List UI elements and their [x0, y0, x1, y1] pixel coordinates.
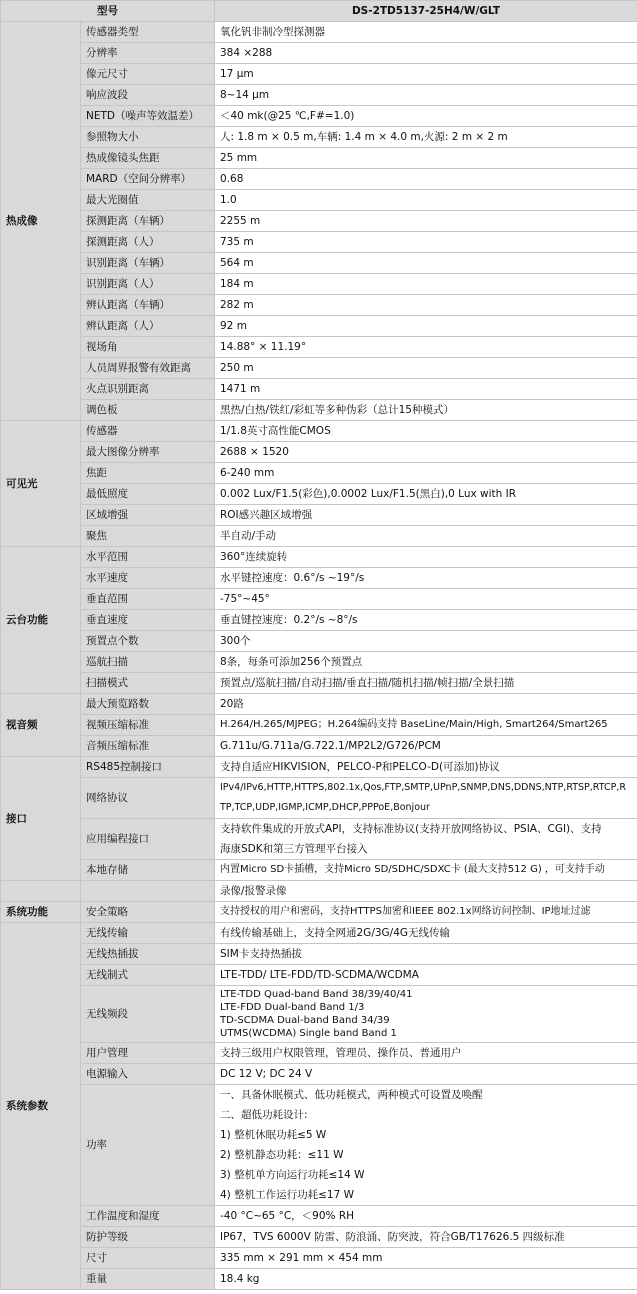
value-line: IPv4/IPv6,HTTP,HTTPS,802.1x,Qos,FTP,SMTP,UPnP,SNMP,DNS,DDNS,NTP,RTSP,RTCP,R: [220, 782, 626, 793]
row-value: ＜40 mk(@25 ℃,F#=1.0): [215, 106, 637, 127]
row-label: 无线热插拔: [81, 944, 215, 965]
table-row: [1, 694, 637, 715]
row-value: 282 m: [215, 295, 637, 316]
table-row: [1, 610, 637, 631]
table-row: [1, 631, 637, 652]
table-row: [1, 400, 637, 421]
table-row: [1, 757, 637, 778]
table-row: [1, 442, 637, 463]
category-system-function: 系统功能: [1, 902, 81, 923]
row-label: 调色板: [81, 400, 215, 421]
category-system-params: 系统参数: [1, 923, 81, 1290]
row-label: 垂直速度: [81, 610, 215, 631]
row-label: RS485控制接口: [81, 757, 215, 778]
table-row: [1, 1227, 637, 1248]
header-model: DS-2TD5137-25H4/W/GLT: [215, 1, 637, 22]
category-visible: 可见光: [1, 421, 81, 547]
row-label: 识别距离（人）: [81, 274, 215, 295]
value-line: LTE-TDD Quad-band Band 38/39/40/41: [220, 989, 413, 1000]
row-label: 人员周界报警有效距离: [81, 358, 215, 379]
row-value: 内置Micro SD卡插槽，支持Micro SD/SDHC/SDXC卡 (最大支持512 G) ，可支持手动: [215, 860, 637, 881]
row-value: 17 μm: [215, 64, 637, 85]
row-label: 辨认距离（车辆）: [81, 295, 215, 316]
row-label: 电源输入: [81, 1064, 215, 1085]
row-value: 录像/报警录像: [215, 881, 637, 902]
row-label: [81, 881, 215, 902]
row-value: DC 12 V; DC 24 V: [215, 1064, 637, 1085]
row-label: 网络协议: [81, 778, 215, 819]
row-label: 区域增强: [81, 505, 215, 526]
table-row: [1, 232, 637, 253]
table-row: [1, 190, 637, 211]
table-row: [1, 944, 637, 965]
row-label: 最大光圈值: [81, 190, 215, 211]
row-label: 垂直范围: [81, 589, 215, 610]
value-line: 2) 整机静态功耗：≤11 W: [220, 1149, 344, 1161]
table-row: [1, 547, 637, 568]
row-value: 0.002 Lux/F1.5(彩色),0.0002 Lux/F1.5(黑白),0 Lux with IR: [215, 484, 637, 505]
row-value: G.711u/G.711a/G.722.1/MP2L2/G726/PCM: [215, 736, 637, 757]
row-label: 参照物大小: [81, 127, 215, 148]
row-value: -75°~45°: [215, 589, 637, 610]
row-value: ROI感兴趣区域增强: [215, 505, 637, 526]
row-value: [215, 986, 637, 1043]
table-row: [1, 1085, 637, 1206]
table-row: [1, 652, 637, 673]
row-value: 300个: [215, 631, 637, 652]
row-value: 有线传输基础上，支持全网通2G/3G/4G无线传输: [215, 923, 637, 944]
row-label: 传感器: [81, 421, 215, 442]
category-thermal: 热成像: [1, 22, 81, 421]
row-value: 564 m: [215, 253, 637, 274]
value-line: 支持软件集成的开放式API，支持标准协议(支持开放网络协议、PSIA、CGI)、支持: [220, 823, 602, 835]
row-value: 支持三级用户权限管理，管理员、操作员、普通用户: [215, 1043, 637, 1064]
table-row: [1, 902, 637, 923]
table-row: [1, 463, 637, 484]
row-label: MARD（空间分辨率）: [81, 169, 215, 190]
category-ptz: 云台功能: [1, 547, 81, 694]
table-row: [1, 127, 637, 148]
row-value: 384 ×288: [215, 43, 637, 64]
row-label: 探测距离（车辆）: [81, 211, 215, 232]
row-label: 应用编程接口: [81, 819, 215, 860]
row-label: NETD（噪声等效温差）: [81, 106, 215, 127]
row-label: 功率: [81, 1085, 215, 1206]
table-row: [1, 778, 637, 819]
row-value: 支持自适应HIKVISION，PELCO-P和PELCO-D(可添加)协议: [215, 757, 637, 778]
row-value: 水平键控速度：0.6°/s ~19°/s: [215, 568, 637, 589]
row-value: 18.4 kg: [215, 1269, 637, 1290]
table-row: [1, 337, 637, 358]
row-value: 360°连续旋转: [215, 547, 637, 568]
table-row: [1, 1064, 637, 1085]
table-row: [1, 986, 637, 1043]
table-row: [1, 22, 637, 43]
row-label: 焦距: [81, 463, 215, 484]
row-label: 巡航扫描: [81, 652, 215, 673]
table-row: [1, 860, 637, 881]
row-value: 6-240 mm: [215, 463, 637, 484]
value-line: TD-SCDMA Dual-band Band 34/39: [220, 1015, 390, 1026]
row-label: 无线制式: [81, 965, 215, 986]
row-label: 热成像镜头焦距: [81, 148, 215, 169]
table-row: [1, 923, 637, 944]
row-label: 辨认距离（人）: [81, 316, 215, 337]
row-label: 视频压缩标准: [81, 715, 215, 736]
table-row: [1, 736, 637, 757]
row-value: [215, 819, 637, 860]
value-line: LTE-FDD Dual-band Band 1/3: [220, 1002, 365, 1013]
row-label: 无线传输: [81, 923, 215, 944]
value-line: 4) 整机工作运行功耗≤17 W: [220, 1189, 354, 1201]
category-empty: [1, 881, 81, 902]
table-row: [1, 379, 637, 400]
table-row: [1, 316, 637, 337]
row-value: 2255 m: [215, 211, 637, 232]
row-value: 1/1.8英寸高性能CMOS: [215, 421, 637, 442]
row-value: 250 m: [215, 358, 637, 379]
row-label: 本地存储: [81, 860, 215, 881]
row-label: 响应波段: [81, 85, 215, 106]
row-label: 聚焦: [81, 526, 215, 547]
row-label: 扫描模式: [81, 673, 215, 694]
row-value: -40 °C~65 °C，＜90% RH: [215, 1206, 637, 1227]
row-value: 92 m: [215, 316, 637, 337]
row-label: 探测距离（人）: [81, 232, 215, 253]
row-label: 安全策略: [81, 902, 215, 923]
row-label: 最低照度: [81, 484, 215, 505]
table-row: [1, 1269, 637, 1290]
table-row: [1, 673, 637, 694]
row-value: 2688 × 1520: [215, 442, 637, 463]
table-row: [1, 106, 637, 127]
table-row: [1, 211, 637, 232]
row-value: LTE-TDD/ LTE-FDD/TD-SCDMA/WCDMA: [215, 965, 637, 986]
row-label: 水平范围: [81, 547, 215, 568]
row-label: 水平速度: [81, 568, 215, 589]
table-row: [1, 358, 637, 379]
table-row: [1, 295, 637, 316]
row-label: 防护等级: [81, 1227, 215, 1248]
row-value: 735 m: [215, 232, 637, 253]
row-label: 火点识别距离: [81, 379, 215, 400]
row-value: 1471 m: [215, 379, 637, 400]
value-line: 海康SDK和第三方管理平台接入: [220, 843, 368, 855]
row-value: 垂直键控速度：0.2°/s ~8°/s: [215, 610, 637, 631]
value-line: 1) 整机休眠功耗≤5 W: [220, 1129, 327, 1141]
row-value: [215, 778, 637, 819]
table-row: [1, 819, 637, 860]
row-value: 氧化钒非制冷型探测器: [215, 22, 637, 43]
row-value: SIM卡支持热插拔: [215, 944, 637, 965]
table-row: [1, 169, 637, 190]
table-row: [1, 148, 637, 169]
row-value: 335 mm × 291 mm × 454 mm: [215, 1248, 637, 1269]
header-row: [1, 1, 637, 22]
row-label: 传感器类型: [81, 22, 215, 43]
row-value: 人: 1.8 m × 0.5 m,车辆: 1.4 m × 4.0 m,火源: 2 m × 2 m: [215, 127, 637, 148]
table-row: [1, 1043, 637, 1064]
row-value: 184 m: [215, 274, 637, 295]
row-label: 最大图像分辨率: [81, 442, 215, 463]
row-label: 音频压缩标准: [81, 736, 215, 757]
row-label: 分辨率: [81, 43, 215, 64]
header-label: 型号: [1, 1, 215, 22]
row-value: 预置点/巡航扫描/自动扫描/垂直扫描/随机扫描/帧扫描/全景扫描: [215, 673, 637, 694]
table-row: [1, 64, 637, 85]
value-line: 3) 整机单方向运行功耗≤14 W: [220, 1169, 365, 1181]
row-label: 尺寸: [81, 1248, 215, 1269]
table-row: [1, 484, 637, 505]
value-line: TP,TCP,UDP,IGMP,ICMP,DHCP,PPPoE,Bonjour: [220, 802, 430, 813]
table-row: [1, 881, 637, 902]
value-line: UTMS(WCDMA) Single band Band 1: [220, 1028, 397, 1039]
row-label: 视场角: [81, 337, 215, 358]
row-label: 重量: [81, 1269, 215, 1290]
row-value: 1.0: [215, 190, 637, 211]
row-value: IP67，TVS 6000V 防雷、防浪涌、防突波，符合GB/T17626.5 四级标准: [215, 1227, 637, 1248]
table-row: [1, 85, 637, 106]
value-line: 二、超低功耗设计:: [220, 1109, 308, 1121]
row-value: H.264/H.265/MJPEG；H.264编码支持 BaseLine/Main/High, Smart264/Smart265: [215, 715, 637, 736]
table-row: [1, 43, 637, 64]
row-value: 0.68: [215, 169, 637, 190]
row-label: 工作温度和湿度: [81, 1206, 215, 1227]
table-row: [1, 1206, 637, 1227]
table-row: [1, 589, 637, 610]
row-value: 黑热/白热/铁红/彩虹等多种伪彩（总计15种模式）: [215, 400, 637, 421]
row-value: 25 mm: [215, 148, 637, 169]
table-row: [1, 526, 637, 547]
table-row: [1, 505, 637, 526]
category-interface: 接口: [1, 757, 81, 881]
row-label: 无线频段: [81, 986, 215, 1043]
table-row: [1, 568, 637, 589]
row-value: 支持授权的用户和密码，支持HTTPS加密和IEEE 802.1x网络访问控制、IP地址过滤: [215, 902, 637, 923]
table-row: [1, 715, 637, 736]
row-label: 最大预览路数: [81, 694, 215, 715]
row-label: 像元尺寸: [81, 64, 215, 85]
category-av: 视音频: [1, 694, 81, 757]
table-row: [1, 421, 637, 442]
row-value: 8~14 μm: [215, 85, 637, 106]
row-label: 用户管理: [81, 1043, 215, 1064]
table-row: [1, 965, 637, 986]
table-row: [1, 1248, 637, 1269]
row-value: 20路: [215, 694, 637, 715]
row-value: 8条，每条可添加256个预置点: [215, 652, 637, 673]
table-row: [1, 253, 637, 274]
row-label: 识别距离（车辆）: [81, 253, 215, 274]
row-value: 14.88° × 11.19°: [215, 337, 637, 358]
row-value: 半自动/手动: [215, 526, 637, 547]
value-line: 一、具备休眠模式、低功耗模式，两种模式可设置及唤醒: [220, 1089, 483, 1101]
row-label: 预置点个数: [81, 631, 215, 652]
table-row: [1, 274, 637, 295]
row-value: [215, 1085, 637, 1206]
